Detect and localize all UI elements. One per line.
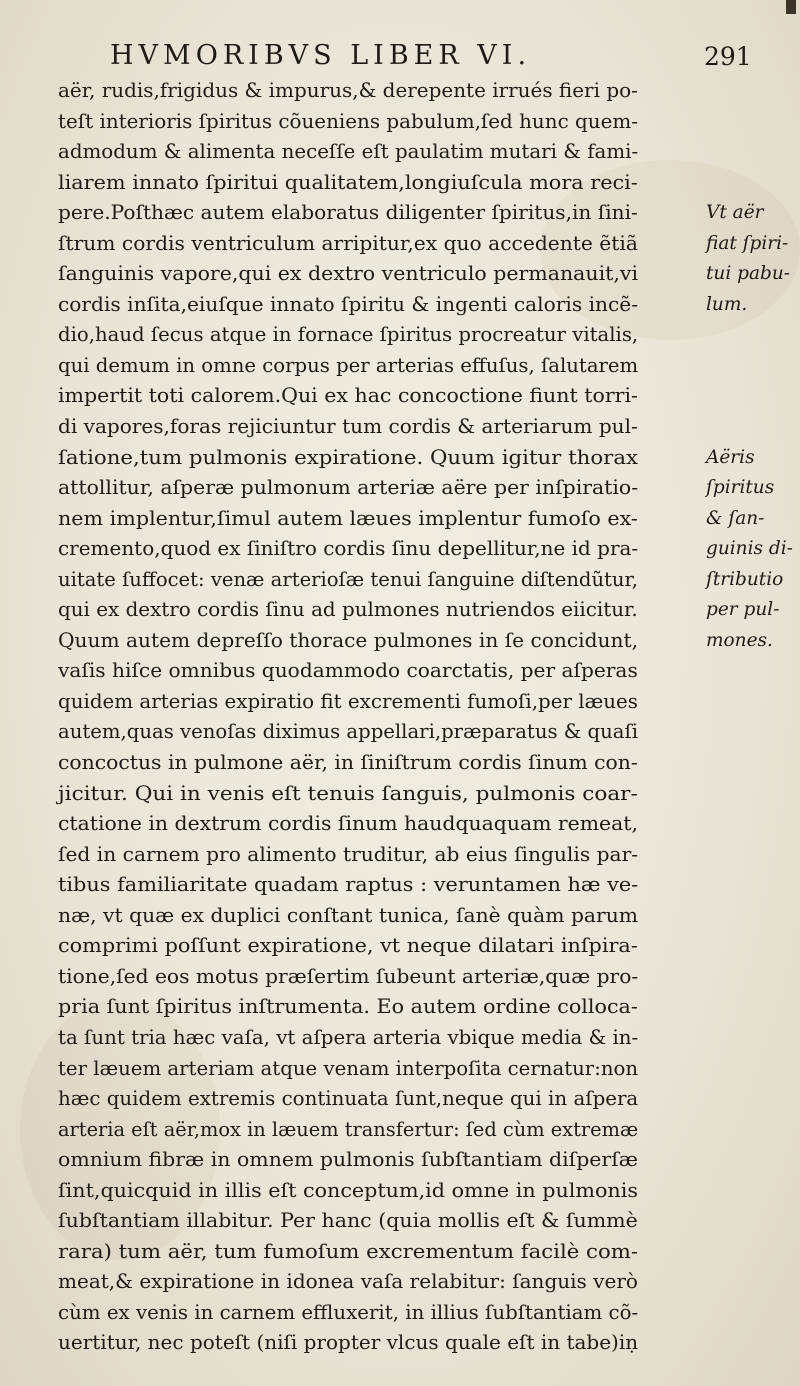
text-line-content: teſt interioris ſpiritus cõueniens pabulum,ſed hunc quem- — [58, 109, 638, 133]
text-line — [58, 962, 738, 993]
text-line-content: næ, vt quæ ex duplici conſtant tunica, ſanè quàm parum — [58, 903, 639, 927]
text-line — [58, 1267, 738, 1298]
margin-note: ſtributio — [706, 568, 784, 590]
margin-note: tui pabu- — [706, 263, 791, 285]
text-line — [58, 656, 738, 687]
text-line-content: admodum & alimenta neceſſe eſt paulatim mutari & fami- — [58, 140, 639, 164]
text-line-content: ta ſunt tria hæc vaſa, vt aſpera arteria vbique media & in- — [58, 1025, 639, 1049]
text-line — [58, 168, 738, 199]
text-line-content: attollitur, aſperæ pulmonum arteriæ aëre per inſpiratio- — [58, 476, 639, 500]
page-number: 291 — [704, 42, 752, 71]
text-line-content: comprimi poſſunt expiratione, vt neque dilatari inſpira- — [58, 934, 638, 958]
text-line — [58, 320, 738, 351]
text-line — [58, 595, 780, 626]
margin-note: Vt aër — [706, 202, 764, 224]
text-line — [58, 1206, 738, 1237]
text-line-content: meat,& expiratione in idonea vaſa relabitur: ſanguis verò — [58, 1270, 638, 1294]
text-line-content: vaſis hiſce omnibus quodammodo coarctatis, per aſperas — [58, 659, 638, 683]
text-line-content: di vapores,foras rejiciuntur tum cordis & arteriarum pul- — [58, 415, 638, 439]
text-line — [58, 534, 793, 565]
text-line — [58, 412, 738, 443]
text-line — [58, 137, 738, 168]
text-line-content: liarem innato ſpiritui qualitatem,longiuſcula mora reci- — [58, 170, 638, 194]
text-line-content: aër, rudis,frigidus & impurus,& derepente irrués fieri po- — [58, 79, 638, 102]
text-line-content: dio,haud ſecus atque in fornace ſpiritus procreatur vitalis, — [58, 323, 639, 347]
text-line — [58, 565, 784, 596]
text-line-content: omnium fibræ in omnem pulmonis ſubſtantiam diſperſæ — [58, 1148, 639, 1172]
text-line — [58, 1084, 738, 1115]
margin-note: & ſan- — [706, 507, 765, 529]
text-line — [58, 504, 765, 535]
text-line-content: arteria eſt aër,mox in læuem transfertur: ſed cùm extremæ — [58, 1117, 639, 1141]
text-line-content: uertitur, nec poteſt (niſi propter vlcus quale eſt in tabe)iṇ — [58, 1331, 639, 1355]
text-line — [58, 992, 738, 1023]
text-line-content: autem,quas venoſas diximus appellari,præparatus & quaſi — [58, 720, 639, 744]
text-line — [58, 1023, 738, 1054]
text-line — [58, 1145, 738, 1176]
text-line-content: ſatione,tum pulmonis expiratione. Quum igitur thorax — [58, 445, 639, 469]
text-line-content: ſed in carnem pro alimento truditur, ab eius ſingulis par- — [58, 842, 639, 866]
text-line — [58, 107, 738, 138]
text-line — [58, 1298, 738, 1329]
text-line-content: ſtrum cordis ventriculum arripitur,ex quo accedente ẽtiã — [58, 231, 638, 255]
text-line-content: cùm ex venis in carnem effluxerit, in illius ſubſtantiam cõ- — [58, 1300, 639, 1324]
running-title: HVMORIBVS LIBER VI. — [110, 40, 532, 71]
body-text — [58, 76, 793, 1359]
text-line-content: ſubſtantiam illabitur. Per hanc (quia mollis eſt & ſummè — [58, 1209, 638, 1233]
margin-note: lum. — [706, 293, 748, 315]
text-line — [58, 1176, 738, 1207]
text-line-content: tione,ſed eos motus præſertim ſubeunt arteriæ,quæ pro- — [58, 964, 639, 988]
margin-note: ſpiritus — [706, 477, 775, 499]
text-line — [58, 259, 791, 290]
text-line-content: ctatione in dextrum cordis ſinum haudquaquam remeat, — [58, 812, 638, 836]
text-line-content: pere.Poſthæc autem elaboratus diligenter ſpiritus,in ſini- — [58, 201, 638, 225]
page-corner-mark — [786, 0, 796, 14]
margin-note: guinis di- — [706, 538, 793, 560]
text-line — [58, 1054, 738, 1085]
text-line — [58, 1115, 738, 1146]
text-line — [58, 779, 738, 810]
margin-note: Aëris — [706, 446, 755, 468]
text-line — [58, 1328, 738, 1359]
text-line — [58, 1237, 738, 1268]
text-line — [58, 717, 738, 748]
text-line — [58, 351, 738, 382]
text-line-content: ſanguinis vapore,qui ex dextro ventriculo permanauit,vi — [58, 262, 639, 286]
text-line — [58, 76, 738, 107]
text-line-content: impertit toti calorem.Qui ex hac concoctione fiunt torri- — [58, 384, 638, 408]
text-line — [58, 473, 775, 504]
text-line-content: rara) tum aër, tum fumoſum excrementum facilè com- — [58, 1239, 639, 1263]
text-line-content: hæc quidem extremis continuata ſunt,neque qui in aſpera — [58, 1087, 639, 1111]
text-line — [58, 931, 738, 962]
text-line — [58, 626, 773, 657]
text-line-content: cordis inſita,eiuſque innato ſpiritu & ingenti caloris incẽ- — [58, 292, 639, 316]
text-line-content: uitate ſuffocet: venæ arterioſæ tenui ſanguine diſtendũtur, — [58, 567, 638, 591]
text-line — [58, 840, 738, 871]
text-line-content: tibus familiaritate quadam raptus : veruntamen hæ ve- — [58, 873, 639, 897]
margin-note: per pul- — [706, 599, 780, 621]
text-line — [58, 229, 789, 260]
text-line — [58, 870, 738, 901]
text-line-content: ter læuem arteriam atque venam interpoſita cernatur:non — [58, 1056, 639, 1080]
text-line-content: cremento,quod ex ſiniſtro cordis ſinu depellitur,ne id pra- — [58, 537, 639, 561]
text-line — [58, 381, 738, 412]
text-line-content: jicitur. Qui in venis eſt tenuis ſanguis, pulmonis coar- — [58, 781, 638, 805]
text-line-content: qui ex dextro cordis ſinu ad pulmones nutriendos eiicitur. — [58, 598, 638, 622]
text-line-content: ſint,quicquid in illis eſt conceptum,id omne in pulmonis — [58, 1178, 638, 1202]
margin-note: mones. — [706, 629, 773, 651]
margin-note: fiat ſpiri- — [706, 232, 789, 254]
text-line-content: pria ſunt ſpiritus inſtrumenta. Eo autem ordine colloca- — [58, 995, 638, 1019]
text-line — [58, 748, 738, 779]
text-line-content: quidem arterias expiratio fit excrementi fumoſi,per læues — [58, 689, 638, 713]
text-line — [58, 901, 738, 932]
running-head — [0, 40, 800, 74]
text-line — [58, 198, 764, 229]
text-line-content: Quum autem depreſſo thorace pulmones in ſe concidunt, — [58, 628, 638, 652]
text-line-content: nem implentur,ſimul autem læues implentur fumoſo ex- — [58, 506, 638, 530]
text-line — [58, 687, 738, 718]
text-line-content: qui demum in omne corpus per arterias effuſus, ſalutarem — [58, 353, 639, 377]
text-line-content: concoctus in pulmone aër, in ſiniſtrum cordis ſinum con- — [58, 751, 638, 775]
text-line — [58, 443, 755, 474]
text-line — [58, 290, 748, 321]
text-line — [58, 809, 738, 840]
